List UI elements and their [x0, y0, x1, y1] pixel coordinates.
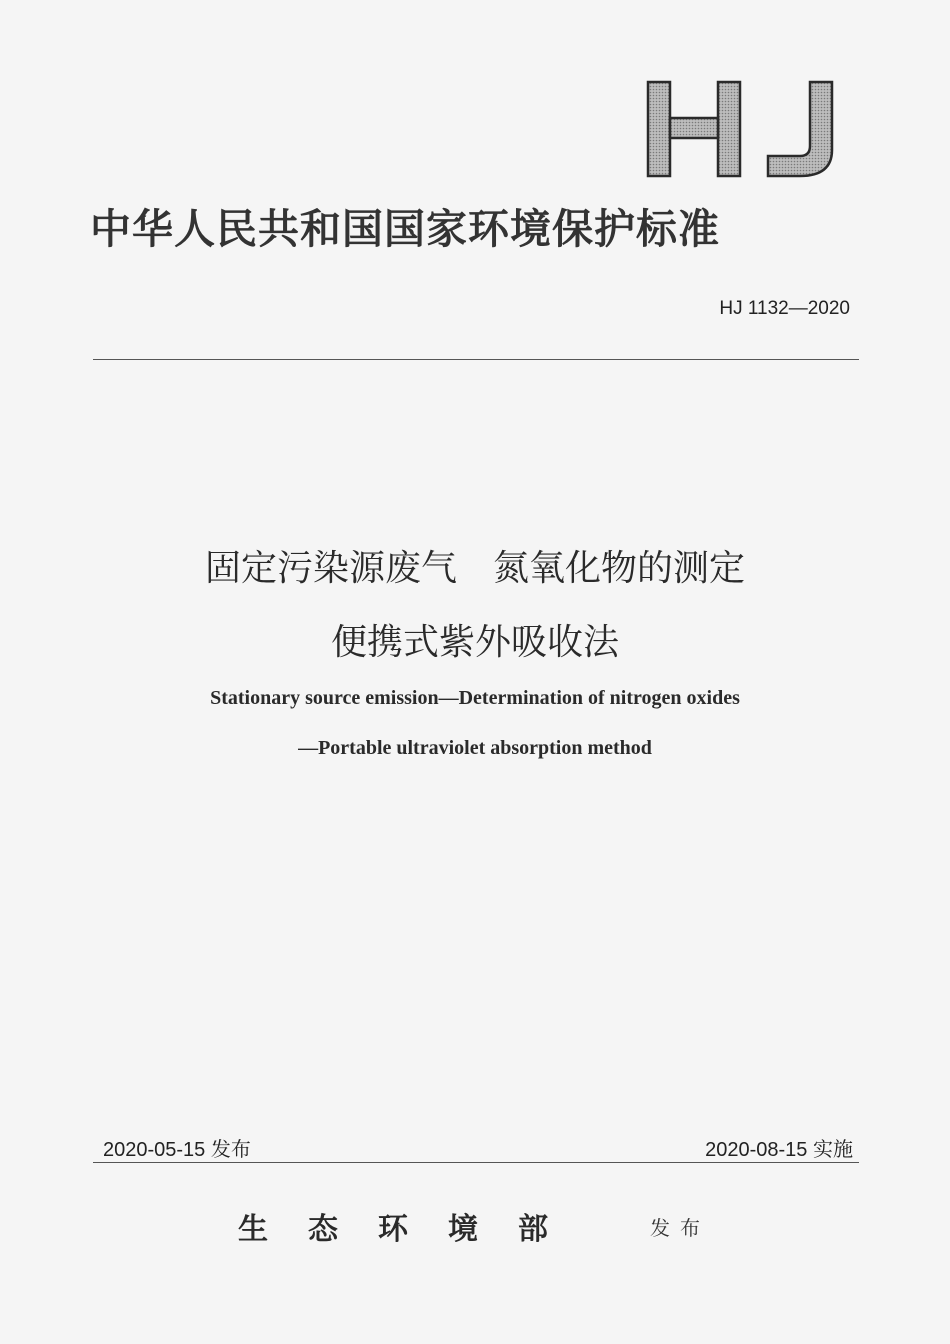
- hj-logo: [640, 76, 840, 180]
- chinese-title-line-2: 便携式紫外吸收法: [330, 622, 619, 663]
- implementation-date: 2020-08-15 实施: [705, 1139, 853, 1161]
- publish-label: 发布: [650, 1216, 710, 1240]
- bottom-divider: [93, 1162, 859, 1163]
- english-title-line-2: —Portable ultraviolet absorption method: [298, 737, 652, 759]
- issuing-body-title: 中华人民共和国国家环境保护标准: [90, 205, 720, 253]
- chinese-title-line-1: 固定污染源废气 氮氧化物的测定: [204, 548, 745, 589]
- publisher-name: 生态环境部: [238, 1212, 588, 1247]
- standard-number: HJ 1132—2020: [719, 298, 850, 319]
- english-title-line-1: Stationary source emission—Determination of nitrogen oxides: [210, 687, 740, 709]
- issue-date: 2020-05-15 发布: [103, 1139, 251, 1161]
- top-divider: [93, 359, 859, 360]
